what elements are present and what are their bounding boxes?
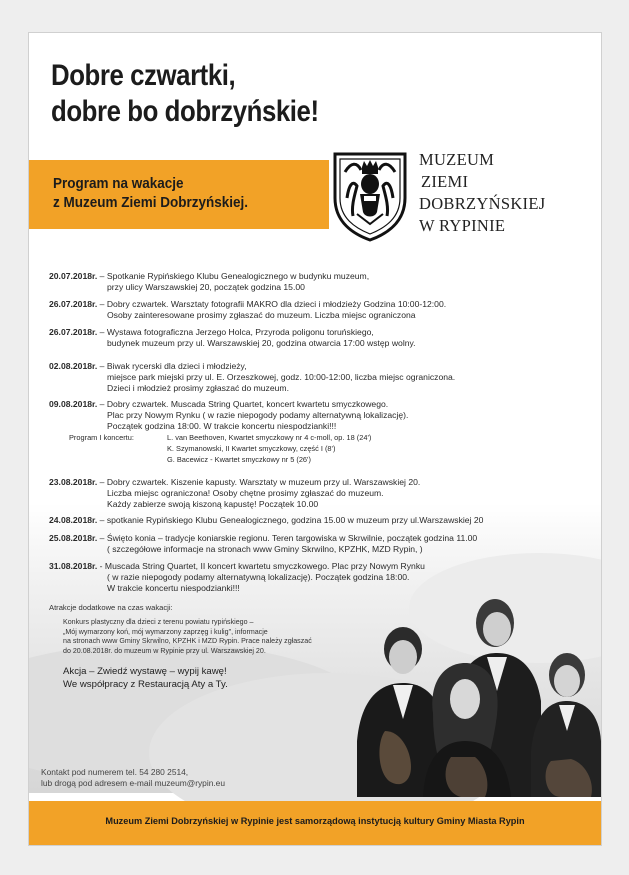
event-date: 23.08.2018r. (49, 477, 98, 487)
event-text: Plac przy Nowym Rynku ( w razie niepogody podamy alternatywną lokalizację). (107, 410, 409, 421)
footer-band (29, 801, 601, 845)
museum-name-line1: MUZEUM (419, 150, 495, 169)
contact-phone: Kontakt pod numerem tel. 54 280 2514, (41, 767, 189, 777)
event-text: – Święto konia – tradycje koniarskie regionu. Teren targowiska w Skrwilnie, początek godzina 11.00 (99, 533, 478, 543)
contest-line: „Mój wymarzony koń, mój wymarzony zaprzęg i kulig", informacje (63, 627, 268, 636)
concert-program-item: K. Szymanowski, II Kwartet smyczkowy, część I (8') (167, 444, 336, 453)
event-text: budynek muzeum przy ul. Warszawskiej 20, godzina otwarcia 17:00 wstęp wolny. (107, 338, 416, 349)
contact-info (41, 767, 225, 789)
event-text: Osoby zainteresowane prosimy zgłaszać do muzeum. Liczba miejsc ograniczona (107, 310, 416, 321)
event-text: – Dobry czwartek. Kiszenie kapusty. Warsztaty w muzeum przy ul. Warszawskiej 20. (99, 477, 421, 487)
event-text: ( w razie niepogody podamy alternatywną lokalizację). Początek godzina 18:00. (107, 572, 410, 583)
event-text: – Dobry czwartek. Muscada String Quartet, koncert kwartetu smyczkowego. (99, 399, 389, 409)
coffee-action (63, 665, 228, 691)
event-text: W trakcie koncertu niespodzianki!!! (107, 583, 240, 594)
event-text: – Wystawa fotograficzna Jerzego Holca, Przyroda poligonu toruńskiego, (99, 327, 374, 337)
concert-program-label: Program I koncertu: (69, 433, 134, 442)
footer-text: Muzeum Ziemi Dobrzyńskiej w Rypinie jest samorządową instytucją kultury Gminy Miasta Rypin (105, 816, 525, 826)
event-item (49, 515, 483, 526)
event-date: 26.07.2018r. (49, 327, 98, 337)
contest-line: Konkurs plastyczny dla dzieci z terenu powiatu rypińskiego – (63, 618, 254, 626)
museum-name-line4: W RYPINIE (419, 216, 506, 235)
event-date: 09.08.2018r. (49, 399, 98, 409)
poster-title-line1: Dobre czwartki, (51, 59, 236, 92)
event-text: Dzieci i młodzież prosimy zgłaszać do muzeum. (107, 383, 289, 394)
program-heading-line1: Program na wakacje (53, 175, 184, 192)
event-text: miejsce park miejski przy ul. E. Orzeszkowej, godz. 10:00-12:00, liczba miejsc ograniczona. (107, 372, 456, 383)
contest-line: do 20.08.2018r. do muzeum w Rypinie przy ul. Warszawskiej 20. (63, 646, 266, 655)
quartet-photo (315, 581, 601, 797)
event-date: 20.07.2018r. (49, 271, 98, 281)
contest-line: na stronach www Gminy Skrwilno, KPZHK i MZD Rypin. Prace należy zgłaszać (63, 637, 312, 646)
event-date: 25.08.2018r. (49, 533, 98, 543)
event-text: Każdy zabierze swoją kiszoną kapustę! Początek 10.00 (107, 499, 319, 510)
concert-program-item: G. Bacewicz - Kwartet smyczkowy nr 5 (26') (167, 455, 311, 464)
program-heading (53, 174, 248, 212)
event-text: – Dobry czwartek. Warsztaty fotografii MAKRO dla dzieci i młodzieży Godzina 10:00-12:00. (99, 299, 447, 309)
coffee-action-line2: We współpracy z Restauracją Aty a Ty. (63, 679, 228, 690)
event-text: – spotkanie Rypińskiego Klubu Genealogicznego, godzina 15.00 w muzeum przy ul.Warszawskiej 20 (99, 515, 484, 525)
event-text: – Spotkanie Rypińskiego Klubu Genealogicznego w budynku muzeum, (99, 271, 370, 281)
event-item (49, 361, 455, 395)
event-date: 31.08.2018r. (49, 561, 98, 571)
event-text: - Muscada String Quartet, II koncert kwartetu smyczkowego. Plac przy Nowym Rynku (99, 561, 425, 571)
event-item (49, 399, 408, 433)
event-item (49, 533, 477, 555)
coffee-action-line1: Akcja – Zwiedź wystawę – wypij kawę! (63, 666, 227, 677)
poster (28, 32, 602, 846)
museum-name-line2: ZIEMI (421, 172, 469, 191)
event-text: ( szczegółowe informacje na stronach www Gminy Skrwilno, KPZHK, MZD Rypin, ) (107, 544, 423, 555)
contest-info (63, 618, 312, 656)
event-item (49, 477, 420, 511)
contact-email: lub drogą pod adresem e-mail muzeum@rypin.eu (41, 778, 226, 788)
event-item (49, 271, 369, 293)
event-date: 26.07.2018r. (49, 299, 98, 309)
poster-title-line2: dobre bo dobrzyńskie! (51, 95, 319, 128)
event-item (49, 299, 446, 321)
concert-program-item: L. van Beethoven, Kwartet smyczkowy nr 4 c-moll, op. 18 (24') (167, 433, 372, 442)
event-date: 24.08.2018r. (49, 515, 98, 525)
event-text: Początek godzina 18:00. W trakcie koncertu niespodzianki!!! (107, 421, 337, 432)
museum-name (419, 149, 545, 237)
event-item (49, 327, 416, 349)
event-text: Liczba miejsc ograniczona! Osoby chętne prosimy zgłaszać do muzeum. (107, 488, 384, 499)
extra-attractions-title: Atrakcje dodatkowe na czas wakacji: (49, 603, 173, 612)
program-heading-line2: z Muzeum Ziemi Dobrzyńskiej. (53, 194, 249, 211)
museum-name-line3: DOBRZYŃSKIEJ (419, 194, 546, 213)
event-text: – Biwak rycerski dla dzieci i młodzieży, (99, 361, 247, 371)
museum-shield-crest-icon (331, 150, 409, 242)
event-date: 02.08.2018r. (49, 361, 98, 371)
event-text: przy ulicy Warszawskiej 20, początek godzina 15.00 (107, 282, 305, 293)
